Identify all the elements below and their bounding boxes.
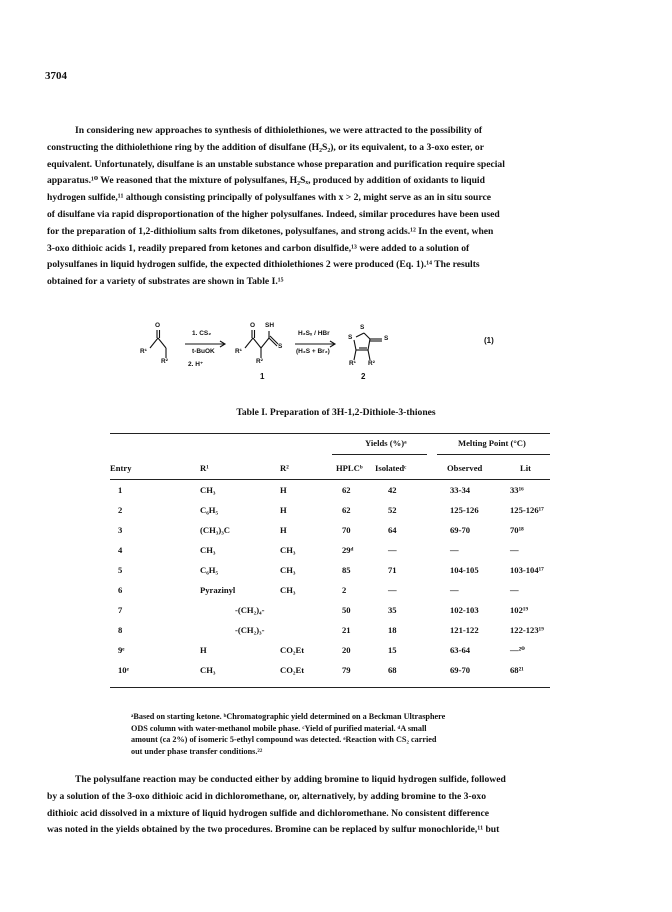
col-header-observed: Observed [447,463,483,473]
cell-hplc: 21 [342,625,351,635]
procedure-paragraph [47,772,625,839]
cell-r2: H [280,485,287,495]
acid-oxygen: O [250,322,256,329]
text-line: of disulfane via rapid disproportionation of the higher polysulfanes. Indeed, similar procedures have been used [47,208,500,220]
cell-isolated: 68 [388,665,397,675]
reagent1-mid: t-BuOK [192,348,215,355]
cell-hplc: 85 [342,565,351,575]
acid-thione-s: S [278,343,283,350]
ketone-r1: R¹ [140,348,147,355]
text-line: apparatus.¹⁰ We reasoned that the mixture of polysulfanes, H₂Sₓ, produced by addition of oxidants to liquid [47,175,485,187]
cell-observed: 121-122 [450,625,479,635]
cell-r1: -(CH₂)₃- [235,625,265,635]
cell-entry: 6 [118,585,123,595]
compound-1-label: 1 [260,372,265,381]
cell-r2: CO₂Et [280,645,305,655]
cell-observed: — [450,545,459,555]
cell-r1: Pyrazinyl [200,585,236,595]
equation-number: (1) [484,336,494,345]
cell-observed: 102-103 [450,605,479,615]
cell-hplc: 62 [342,505,351,515]
text-line: dithioic acid dissolved in a mixture of liquid hydrogen sulfide and dichloromethane. No consistent difference [47,807,489,819]
acid-r2: R² [256,358,263,365]
cell-r2: CH₃ [280,565,296,575]
reagent2-bottom: (H₂S + Br₂) [296,348,330,355]
cell-r2: CO₂Et [280,665,305,675]
reagent2-top: H₂Sₓ / HBr [298,330,330,337]
cell-entry: 5 [118,565,123,575]
cell-r2: CH₃ [280,585,296,595]
thione-sulfur: S [384,335,389,342]
cell-lit: —²⁰ [510,645,525,655]
text-line: constructing the dithiolethione ring by the addition of disulfane (H₂S₂), or its equivalent, to a 3-oxo ester, or [47,141,484,153]
cell-r1: C₆H₅ [200,505,219,515]
col-header-isolated: Isolatedᶜ [375,463,407,473]
cell-lit: 68²¹ [510,665,524,675]
cell-isolated: 71 [388,565,397,575]
text-line: for the preparation of 1,2-dithiolium salts from diketones, polysulfanes, and strong acids.¹² In the event, when [47,225,494,237]
cell-observed: 69-70 [450,665,471,675]
melting-point-group-rule [437,454,550,455]
cell-entry: 10ᵉ [118,665,129,675]
product-r2: R² [368,360,375,367]
cell-isolated: 18 [388,625,397,635]
cell-r1: C₆H₅ [200,565,219,575]
text-line: In considering new approaches to synthesis of dithiolethiones, we were attracted to the possibility of [75,125,483,136]
col-header-r1: R¹ [200,463,209,473]
acid-sh: SH [265,322,275,329]
text-line: obtained for a variety of substrates are shown in Table I.¹⁵ [47,276,284,288]
page-number: 3704 [45,70,67,82]
cell-hplc: 79 [342,665,351,675]
cell-isolated: 35 [388,605,397,615]
col-header-r2: R² [280,463,289,473]
cell-lit: 102¹⁹ [510,605,529,615]
cell-entry: 8 [118,625,123,635]
intro-paragraph [47,123,625,291]
cell-lit: — [510,545,519,555]
text-line: by a solution of the 3-oxo dithioic acid in dichloromethane, or, alternatively, by adding bromine to the 3-oxo [47,790,487,802]
text-line: equivalent. Unfortunately, disulfane is an unstable substance whose preparation and purification require special [47,158,505,170]
text-line: was noted in the yields obtained by the two procedures. Bromine can be replaced by sulfur monochloride,¹¹ but [47,824,500,836]
cell-isolated: — [388,545,397,555]
footnote-line: ᵃBased on starting ketone. ᵇChromatographic yield determined on a Beckman Ultrasphere [131,712,446,721]
col-header-hplc: HPLCᵇ [336,463,363,473]
ketone-r2: R² [161,358,168,365]
cell-isolated: 42 [388,485,397,495]
col-header-entry: Entry [110,463,132,473]
cell-observed: 33-34 [450,485,471,495]
text-line: hydrogen sulfide,¹¹ although consisting principally of polysulfanes with x > 2, might serve as an in situ source [47,192,491,204]
cell-observed: 125-126 [450,505,479,515]
text-line: The polysulfane reaction may be conducted either by adding bromine to liquid hydrogen sulfide, followed [75,774,506,785]
table-title: Table I. Preparation of 3H-1,2-Dithiole-3-thiones [236,407,436,418]
cell-lit: 103-104¹⁷ [510,565,544,575]
cell-entry: 4 [118,545,123,555]
ring-sulfur-2: S [348,334,353,341]
cell-entry: 9ᵉ [118,645,125,655]
cell-r1: H [200,645,207,655]
ring-sulfur-1: S [360,324,365,331]
cell-entry: 7 [118,605,123,615]
cell-entry: 2 [118,505,123,515]
reaction-scheme [130,322,590,397]
cell-r2: H [280,525,287,535]
cell-lit: — [510,585,519,595]
cell-entry: 3 [118,525,123,535]
cell-entry: 1 [118,485,123,495]
footnote-line: ODS column with water-methanol mobile phase. ᶜYield of purified material. ᵈA small [131,723,427,733]
cell-r1: CH₃ [200,665,216,675]
cell-r1: CH₃ [200,485,216,495]
cell-isolated: 64 [388,525,397,535]
cell-r1: (CH₃)₃C [200,525,230,535]
cell-lit: 70¹⁸ [510,525,524,535]
cell-observed: 63-64 [450,645,471,655]
col-header-lit: Lit [520,463,531,473]
cell-hplc: 29ᵈ [342,545,354,555]
cell-isolated: 52 [388,505,397,515]
cell-r1: CH₃ [200,545,216,555]
footnote-line: out under phase transfer conditions.²² [131,746,263,756]
product-r1: R¹ [349,360,356,367]
compound-2-label: 2 [361,372,366,381]
cell-observed: — [450,585,459,595]
cell-observed: 69-70 [450,525,471,535]
cell-hplc: 62 [342,485,351,495]
yields-group-rule [332,454,427,455]
cell-hplc: 20 [342,645,351,655]
reagent1-bottom: 2. H⁺ [188,361,204,368]
acid-r1: R¹ [235,348,242,355]
text-line: 3-oxo dithioic acids 1, readily prepared from ketones and carbon disulfide,¹³ were added to a solution of [47,242,470,254]
cell-isolated: — [388,585,397,595]
cell-lit: 33¹⁶ [510,485,524,495]
ketone-oxygen: O [155,322,161,329]
melting-point-group-header: Melting Point (°C) [458,438,526,448]
cell-hplc: 50 [342,605,351,615]
cell-hplc: 70 [342,525,351,535]
table-header-rule [110,479,550,480]
cell-isolated: 15 [388,645,397,655]
table-footnotes [131,711,536,757]
cell-hplc: 2 [342,585,347,595]
cell-r2: H [280,505,287,515]
cell-lit: 125-126¹⁷ [510,505,544,515]
footnote-line: amount (ca 2%) of isomeric 5-ethyl compound was detected. ᵉReaction with CS₂ carried [131,735,437,744]
cell-observed: 104-105 [450,565,479,575]
cell-lit: 122-123¹⁹ [510,625,544,635]
text-line: polysulfanes in liquid hydrogen sulfide, the expected dithiolethiones 2 were produced (Eq. 1).¹⁴ The results [47,259,480,271]
cell-r1: -(CH₂)₄- [235,605,265,615]
table-top-rule [110,433,550,434]
reagent1-top: 1. CS₂ [192,330,212,337]
yields-group-header: Yields (%)ᵃ [365,438,407,448]
cell-r2: CH₃ [280,545,296,555]
table-bottom-rule [110,687,550,688]
